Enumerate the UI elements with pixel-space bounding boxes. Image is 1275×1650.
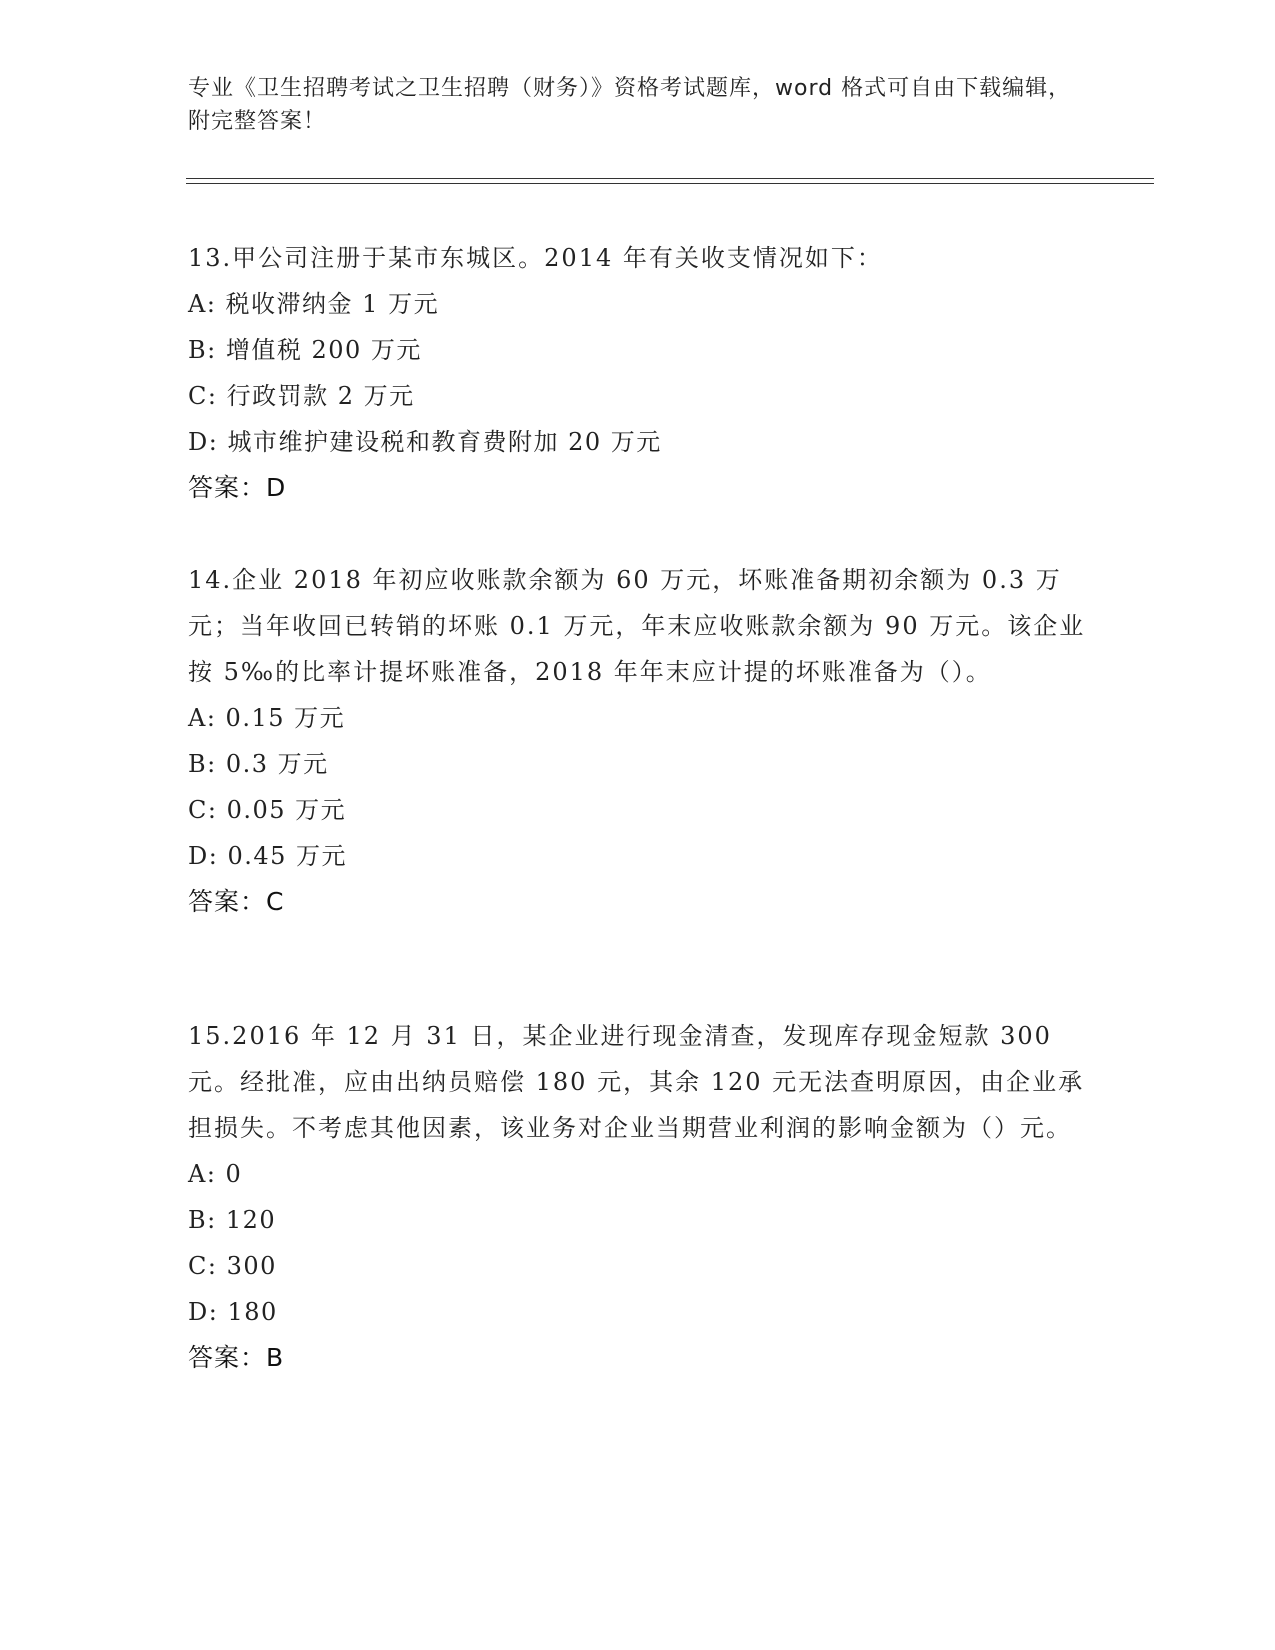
option-a: A: 税收滞纳金 1 万元 xyxy=(188,290,440,318)
answer-label: 答案：C xyxy=(188,887,285,916)
option-b: B: 0.3 万元 xyxy=(188,750,329,778)
option-c: C: 300 xyxy=(188,1252,277,1280)
question-stem: 15.2016 年 12 月 31 日，某企业进行现金清查，发现库存现金短款 300 元。经批准，应由出纳员赔偿 180 元，其余 120 元无法查明原因，由企业承担损失。不考虑其他因素，该业务对企业当期营业利润的影响金额为（）元。 xyxy=(188,1022,1085,1142)
option-c: C: 0.05 万元 xyxy=(188,796,347,824)
option-d: D: 0.45 万元 xyxy=(188,842,348,870)
option-b: B: 120 xyxy=(188,1206,277,1234)
document-header: 专业《卫生招聘考试之卫生招聘（财务）》资格考试题库，word 格式可自由下载编辑，附完整答案！ xyxy=(188,76,1072,134)
header-rule-bottom xyxy=(186,183,1154,184)
question-stem: 14.企业 2018 年初应收账款余额为 60 万元，坏账准备期初余额为 0.3 万元；当年收回已转销的坏账 0.1 万元，年末应收账款余额为 90 万元。该企业按 5‰的比率计提坏账准备，2018 年年末应计提的坏账准备为（）。 xyxy=(188,566,1086,686)
question-14 xyxy=(188,557,1088,925)
option-a: A: 0 xyxy=(188,1160,243,1188)
option-a: A: 0.15 万元 xyxy=(188,704,346,732)
option-b: B: 增值税 200 万元 xyxy=(188,336,422,364)
question-stem: 13.甲公司注册于某市东城区。2014 年有关收支情况如下： xyxy=(188,244,883,272)
answer-label: 答案：B xyxy=(188,1343,285,1372)
option-c: C: 行政罚款 2 万元 xyxy=(188,382,415,410)
option-d: D: 180 xyxy=(188,1298,278,1326)
question-15 xyxy=(188,1013,1088,1381)
question-13 xyxy=(188,235,1088,511)
header-rule-top xyxy=(186,178,1154,179)
answer-label: 答案：D xyxy=(188,473,287,502)
option-d: D: 城市维护建设税和教育费附加 20 万元 xyxy=(188,428,662,456)
